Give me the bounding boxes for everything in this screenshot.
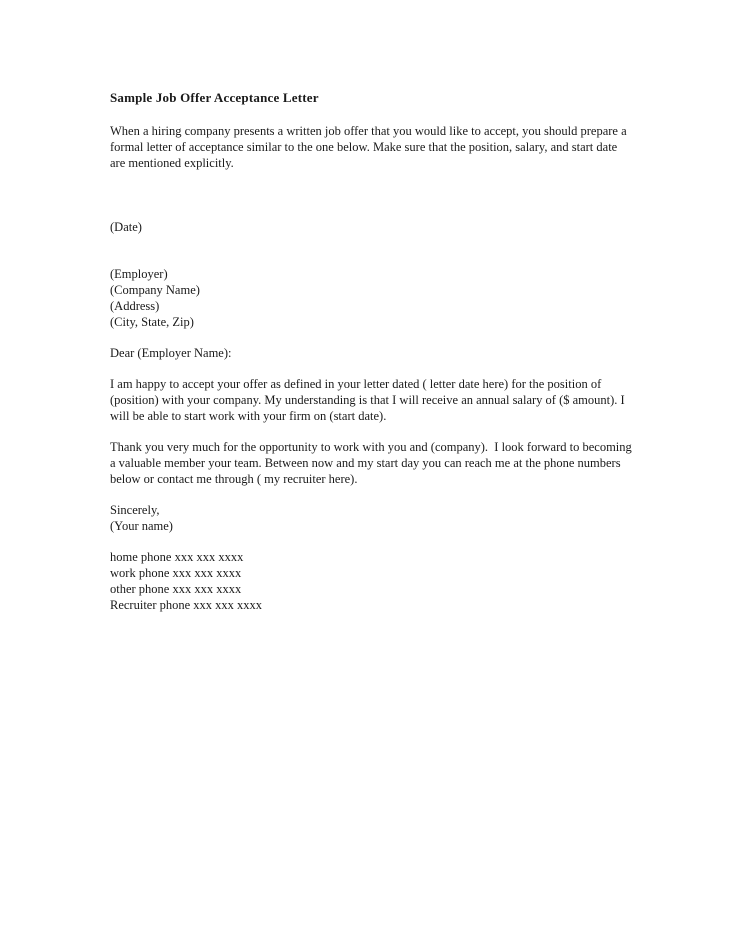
home-phone-line: home phone xxx xxx xxxx [110,550,244,564]
other-phone-line: other phone xxx xxx xxxx [110,582,242,596]
closing-line: Sincerely, [110,503,160,517]
intro-paragraph: When a hiring company presents a written job offer that you would like to accept, you should prepare a formal letter of acceptance similar to the one below. Make sure that the position, salary, and start date are mentioned explicitly. [110,124,630,170]
employer-line: (Employer) [110,267,168,281]
date-placeholder: (Date) [110,220,142,234]
body-paragraph-thanks: Thank you very much for the opportunity to work with you and (company). I look forward to becoming a valuable member your team. Between now and my start day you can reach me at the phone numbers below or contact me through ( my recruiter here). [110,440,635,486]
address-line: (Address) [110,299,160,313]
company-name-line: (Company Name) [110,283,200,297]
body-paragraph-acceptance: I am happy to accept your offer as defined in your letter dated ( letter date here) for the position of (position) with your company. My understanding is that I will receive an annual salary of ($ amount). I will be able to start work with your firm on (start date). [110,377,628,423]
closing-block [110,502,632,534]
salutation: Dear (Employer Name): [110,346,232,360]
phone-block [110,549,632,613]
signature-placeholder: (Your name) [110,519,173,533]
work-phone-line: work phone xxx xxx xxxx [110,566,242,580]
document-title: Sample Job Offer Acceptance Letter [110,90,319,105]
recruiter-phone-line: Recruiter phone xxx xxx xxxx [110,598,263,612]
city-state-zip-line: (City, State, Zip) [110,315,194,329]
employer-address-block [110,266,632,330]
